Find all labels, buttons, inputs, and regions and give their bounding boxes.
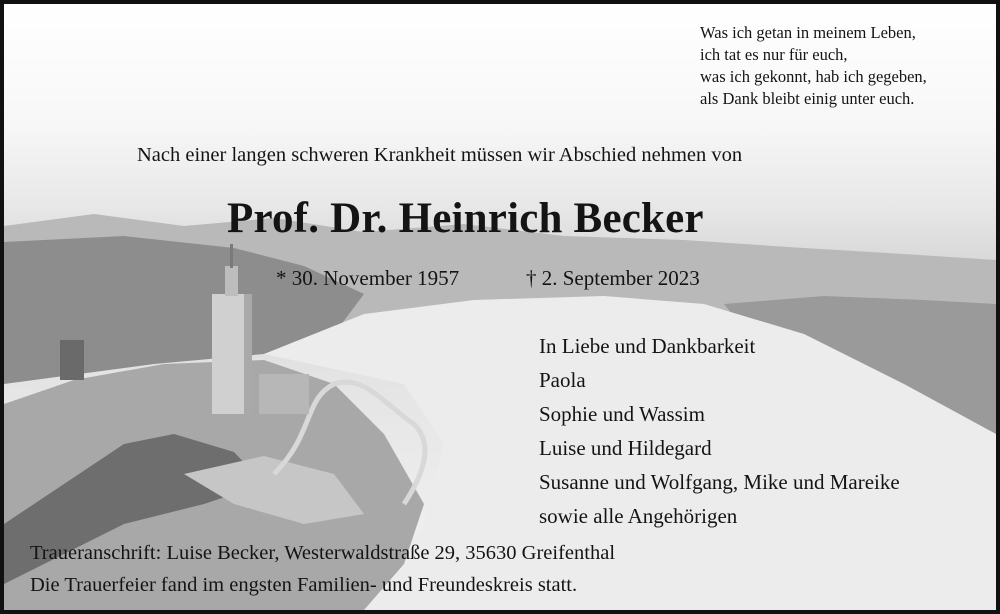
mourner-line: In Liebe und Dankbarkeit (539, 334, 756, 358)
mourners-list (539, 332, 900, 536)
poem-line: ich tat es nur für euch, (700, 45, 848, 64)
tower-shadow (244, 294, 252, 414)
mourning-address: Traueranschrift: Luise Becker, Westerwaldstraße 29, 35630 Greifenthal (30, 542, 616, 564)
mourner-line: Susanne und Wolfgang, Mike und Mareike (539, 470, 900, 494)
small-building (60, 340, 84, 380)
summit-buildings (259, 374, 309, 414)
mourner-line: Paola (539, 368, 586, 392)
mourner-line: sowie alle Angehörigen (539, 504, 738, 528)
poem-line: was ich gekonnt, hab ich gegeben, (700, 67, 927, 86)
poem (700, 22, 927, 110)
birth-date: * 30. November 1957 (276, 266, 460, 290)
poem-line: Was ich getan in meinem Leben, (700, 23, 916, 42)
death-date: † 2. September 2023 (526, 266, 700, 290)
poem-line: als Dank bleibt einig unter euch. (700, 89, 915, 108)
funeral-note: Die Trauerfeier fand im engsten Familien- und Freundeskreis statt. (30, 574, 578, 596)
deceased-name: Prof. Dr. Heinrich Becker (227, 195, 704, 242)
intro-text: Nach einer langen schweren Krankheit müssen wir Abschied nehmen von (137, 144, 743, 166)
tower-shaft (225, 266, 238, 296)
mourner-line: Sophie und Wassim (539, 402, 705, 426)
mourner-line: Luise und Hildegard (539, 436, 712, 460)
tower-antenna (230, 244, 233, 268)
